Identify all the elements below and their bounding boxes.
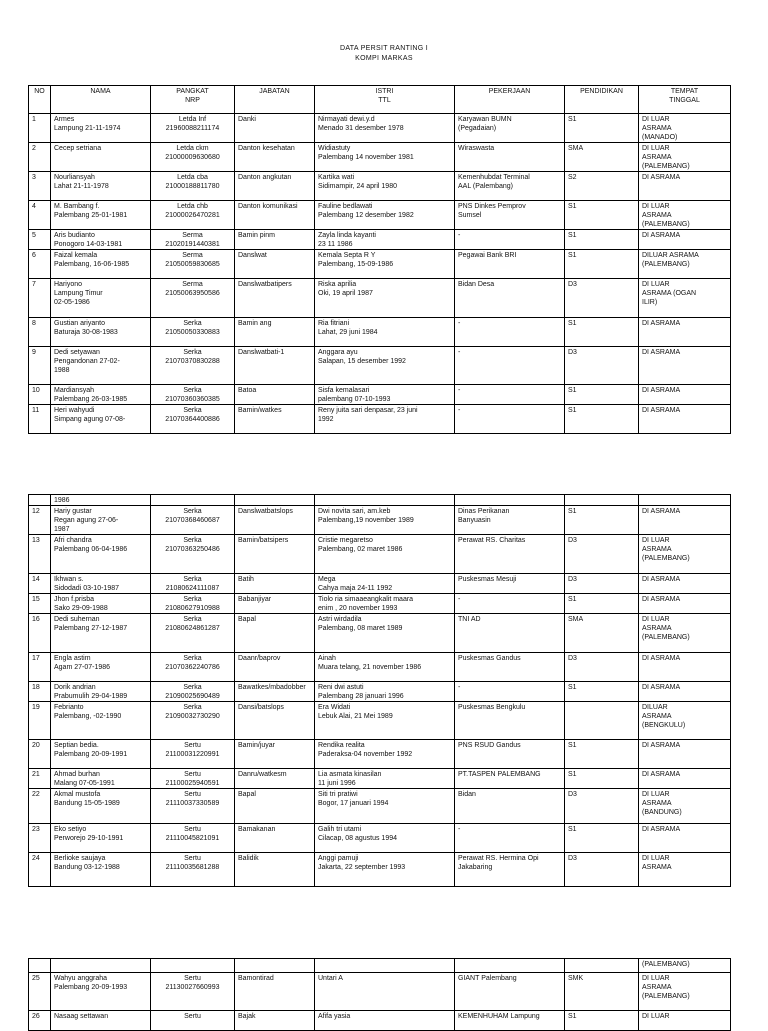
cell-istri: Anggi pamuji Jakarta, 22 september 1993 [315, 853, 455, 887]
cell-nama: Akmal mustofa Bandung 15-05-1989 [51, 789, 151, 824]
cell-pangkat: Serka 21090025690489 [151, 682, 235, 702]
cell-nama: Hariy gustar Regan agung 27-06- 1987 [51, 506, 151, 535]
cell-istri: Ainah Muara telang, 21 november 1986 [315, 653, 455, 682]
cell-no: 20 [29, 740, 51, 769]
cell-istri: Untari A [315, 973, 455, 1011]
cell-pangkat: Sertu 21110045821091 [151, 824, 235, 853]
cell-jabatan: Daanr/baprov [235, 653, 315, 682]
cell-pangkat: Serma 21050063950586 [151, 279, 235, 318]
cell-istri: Dwi novita sari, am.keb Palembang,19 november 1989 [315, 506, 455, 535]
cell-pendidikan: S1 [565, 250, 639, 279]
table-row [29, 853, 731, 887]
cell-tempat: DI ASRAMA [639, 506, 731, 535]
cell-istri: Siti tri pratiwi Bogor, 17 januari 1994 [315, 789, 455, 824]
cell-no: 19 [29, 702, 51, 740]
data-table-page-2 [28, 494, 731, 887]
cell-tempat: DI LUAR [639, 1011, 731, 1031]
cell-pendidikan: S1 [565, 740, 639, 769]
cell-jabatan: Bamin/batsipers [235, 535, 315, 574]
table-row [29, 250, 731, 279]
cell-pendidikan [565, 495, 639, 506]
table-row [29, 535, 731, 574]
cell-no: 12 [29, 506, 51, 535]
cell-tempat: DILUAR ASRAMA (BENGKULU) [639, 702, 731, 740]
cell-pangkat: Serma 21050059830685 [151, 250, 235, 279]
cell-nama: Armes Lampung 21-11-1974 [51, 114, 151, 143]
cell-nama: Wahyu anggraha Palembang 20-09-1993 [51, 973, 151, 1011]
cell-pangkat: Sertu 21130027660993 [151, 973, 235, 1011]
cell-pekerjaan: Wiraswasta [455, 143, 565, 172]
table-row [29, 506, 731, 535]
cell-jabatan: Bapal [235, 614, 315, 653]
cell-pekerjaan: PNS RSUD Gandus [455, 740, 565, 769]
cell-no: 10 [29, 385, 51, 405]
cell-nama: Engla astim Agam 27-07-1986 [51, 653, 151, 682]
cell-istri: Era Widati Lebuk Alai, 21 Mei 1989 [315, 702, 455, 740]
cell-pekerjaan [455, 495, 565, 506]
table-row [29, 1011, 731, 1031]
cell-tempat: DI LUAR ASRAMA (OGAN ILIR) [639, 279, 731, 318]
header-pekerjaan: PEKERJAAN [455, 86, 565, 114]
cell-pendidikan: SMA [565, 143, 639, 172]
cell-nama: Afri chandra Palembang 06-04-1986 [51, 535, 151, 574]
table-row [29, 614, 731, 653]
table-row [29, 172, 731, 201]
cell-pekerjaan: Perawat RS. Hermina Opi Jakabaring [455, 853, 565, 887]
cell-no: 1 [29, 114, 51, 143]
cell-pendidikan: D3 [565, 789, 639, 824]
cell-pangkat: Serka 21080624861287 [151, 614, 235, 653]
cell-no: 3 [29, 172, 51, 201]
cell-nama: Berlioke saujaya Bandung 03-12-1988 [51, 853, 151, 887]
cell-pangkat: Serma 21020191440381 [151, 230, 235, 250]
cell-nama: M. Bambang f. Palembang 25-01-1981 [51, 201, 151, 230]
cell-pangkat: Serka 21070360360385 [151, 385, 235, 405]
cell-no: 21 [29, 769, 51, 789]
cell-pangkat: Serka 21070362240786 [151, 653, 235, 682]
cell-jabatan: Danton kesehatan [235, 143, 315, 172]
cell-istri: Riska aprilia Oki, 19 april 1987 [315, 279, 455, 318]
cell-jabatan [235, 959, 315, 973]
cell-no: 8 [29, 318, 51, 347]
table-row [29, 789, 731, 824]
cell-nama: Aris budianto Ponogoro 14-03-1981 [51, 230, 151, 250]
table-row [29, 682, 731, 702]
cell-pendidikan: S1 [565, 385, 639, 405]
table-row [29, 973, 731, 1011]
cell-jabatan: Bawatkes/mbadobber [235, 682, 315, 702]
cell-nama: Ikhwan s. Sidodadi 03-10-1987 [51, 574, 151, 594]
cell-pekerjaan: - [455, 824, 565, 853]
cell-pendidikan: D3 [565, 535, 639, 574]
table-row [29, 347, 731, 385]
cell-no: 24 [29, 853, 51, 887]
table-row [29, 318, 731, 347]
cell-no: 23 [29, 824, 51, 853]
cell-pendidikan: S1 [565, 769, 639, 789]
cell-pendidikan: D3 [565, 574, 639, 594]
cell-istri: Zayla linda kayanti 23 11 1986 [315, 230, 455, 250]
table-row [29, 740, 731, 769]
cell-jabatan [235, 495, 315, 506]
cell-tempat [639, 495, 731, 506]
cell-pendidikan: S2 [565, 172, 639, 201]
cell-tempat: DI ASRAMA [639, 740, 731, 769]
cell-pekerjaan: KEMENHUHAM Lampung [455, 1011, 565, 1031]
table-row [29, 574, 731, 594]
table-row [29, 959, 731, 973]
cell-pekerjaan: - [455, 347, 565, 385]
cell-pendidikan: D3 [565, 853, 639, 887]
cell-tempat: DI LUAR ASRAMA (PALEMBANG) [639, 614, 731, 653]
cell-pangkat: Serka 21080627910988 [151, 594, 235, 614]
cell-jabatan: Danslwatbati-1 [235, 347, 315, 385]
cell-tempat: DI ASRAMA [639, 385, 731, 405]
cell-nama: 1986 [51, 495, 151, 506]
cell-istri: Sisfa kemalasari palembang 07-10-1993 [315, 385, 455, 405]
cell-pekerjaan [455, 959, 565, 973]
cell-pendidikan [565, 702, 639, 740]
table-row [29, 230, 731, 250]
cell-tempat: DI ASRAMA [639, 594, 731, 614]
cell-pekerjaan: - [455, 385, 565, 405]
table-row [29, 114, 731, 143]
cell-pendidikan: D3 [565, 279, 639, 318]
cell-pekerjaan: Bidan [455, 789, 565, 824]
cell-istri: Lia asmata kinasilan 11 juni 1996 [315, 769, 455, 789]
table-row [29, 385, 731, 405]
cell-pendidikan: S1 [565, 114, 639, 143]
cell-tempat: DI ASRAMA [639, 318, 731, 347]
cell-no [29, 495, 51, 506]
cell-jabatan: Bamin/watkes [235, 405, 315, 434]
cell-istri: Mega Cahya maja 24-11 1992 [315, 574, 455, 594]
data-table-page-1 [28, 85, 731, 434]
cell-nama: Mardiansyah Palembang 26-03-1985 [51, 385, 151, 405]
cell-nama: Gustian ariyanto Baturaja 30-08-1983 [51, 318, 151, 347]
cell-pendidikan: D3 [565, 347, 639, 385]
table-row [29, 702, 731, 740]
cell-istri: Kemala Septa R Y Palembang, 15-09-1986 [315, 250, 455, 279]
cell-istri: Afifa yasia [315, 1011, 455, 1031]
cell-pendidikan: S1 [565, 230, 639, 250]
cell-pangkat: Serka 21050050330883 [151, 318, 235, 347]
cell-istri [315, 495, 455, 506]
cell-no: 26 [29, 1011, 51, 1031]
cell-pangkat: Letda chb 21000026470281 [151, 201, 235, 230]
cell-pekerjaan: Puskesmas Bengkulu [455, 702, 565, 740]
cell-pangkat: Serka 21080624111087 [151, 574, 235, 594]
cell-pekerjaan: Kemenhubdat Terminal AAL (Palembang) [455, 172, 565, 201]
table-row [29, 653, 731, 682]
cell-jabatan: Danslwat [235, 250, 315, 279]
cell-tempat: DI ASRAMA [639, 347, 731, 385]
cell-nama: Cecep setriana [51, 143, 151, 172]
cell-istri: Anggara ayu Salapan, 15 desember 1992 [315, 347, 455, 385]
cell-pekerjaan: GIANT Palembang [455, 973, 565, 1011]
cell-istri: Cristie megaretso Palembang, 02 maret 1986 [315, 535, 455, 574]
cell-tempat: DI LUAR ASRAMA (PALEMBANG) [639, 973, 731, 1011]
cell-pangkat: Serka 21070363250486 [151, 535, 235, 574]
cell-jabatan: Dansi/batslops [235, 702, 315, 740]
cell-pendidikan: S1 [565, 682, 639, 702]
cell-pangkat: Sertu 21110037330589 [151, 789, 235, 824]
header-istri: ISTRI TTL [315, 86, 455, 114]
cell-tempat: DI ASRAMA [639, 172, 731, 201]
cell-tempat: DI LUAR ASRAMA (PALEMBANG) [639, 143, 731, 172]
cell-pangkat [151, 495, 235, 506]
cell-no: 16 [29, 614, 51, 653]
table-row [29, 495, 731, 506]
table-row [29, 594, 731, 614]
cell-jabatan: Bamontirad [235, 973, 315, 1011]
cell-tempat: DI LUAR ASRAMA (PALEMBANG) [639, 201, 731, 230]
cell-tempat: DI ASRAMA [639, 682, 731, 702]
cell-nama: Dedi suhernan Palembang 27-12-1987 [51, 614, 151, 653]
cell-nama: Nourliansyah Lahat 21-11-1978 [51, 172, 151, 201]
cell-istri: Astri wirdadila Palembang, 08 maret 1989 [315, 614, 455, 653]
cell-pekerjaan: - [455, 405, 565, 434]
cell-no: 14 [29, 574, 51, 594]
table-header-row [29, 86, 731, 114]
cell-pekerjaan: Dinas Perikanan Banyuasin [455, 506, 565, 535]
cell-nama: Eko setiyo Perworejo 29-10-1991 [51, 824, 151, 853]
cell-pangkat [151, 959, 235, 973]
cell-pekerjaan: TNI AD [455, 614, 565, 653]
table-row [29, 824, 731, 853]
cell-pekerjaan: PT.TASPEN PALEMBANG [455, 769, 565, 789]
cell-pangkat: Letda cba 21000188811780 [151, 172, 235, 201]
cell-pekerjaan: Puskesmas Gandus [455, 653, 565, 682]
cell-no: 25 [29, 973, 51, 1011]
cell-pangkat: Serka 21070364400886 [151, 405, 235, 434]
cell-tempat: DI LUAR ASRAMA [639, 853, 731, 887]
cell-pendidikan: S1 [565, 824, 639, 853]
cell-pangkat: Sertu 21100025940591 [151, 769, 235, 789]
header-tempat: TEMPAT TINGGAL [639, 86, 731, 114]
cell-jabatan: Danslwatbatslops [235, 506, 315, 535]
cell-pekerjaan: Pegawai Bank BRI [455, 250, 565, 279]
header-pangkat: PANGKAT NRP [151, 86, 235, 114]
table-row [29, 143, 731, 172]
cell-pendidikan [565, 959, 639, 973]
cell-jabatan: Danru/watkesm [235, 769, 315, 789]
cell-istri: Rendika realita Paderaksa-04 november 1992 [315, 740, 455, 769]
cell-no: 22 [29, 789, 51, 824]
cell-tempat: DI ASRAMA [639, 769, 731, 789]
cell-pangkat: Sertu 21100031220991 [151, 740, 235, 769]
cell-jabatan: Bamin pinm [235, 230, 315, 250]
cell-nama: Hariyono Lampung Timur 02-05-1986 [51, 279, 151, 318]
cell-pendidikan: S1 [565, 594, 639, 614]
cell-jabatan: Bajak [235, 1011, 315, 1031]
cell-nama [51, 959, 151, 973]
cell-nama: Faizal kemala Palembang, 16-06-1985 [51, 250, 151, 279]
cell-pendidikan: S1 [565, 506, 639, 535]
cell-pekerjaan: - [455, 682, 565, 702]
cell-no: 15 [29, 594, 51, 614]
cell-jabatan: Danton angkutan [235, 172, 315, 201]
table-row [29, 201, 731, 230]
header-no: NO [29, 86, 51, 114]
cell-istri: Ria fitriani Lahat, 29 juni 1984 [315, 318, 455, 347]
cell-no: 9 [29, 347, 51, 385]
cell-tempat: DI LUAR ASRAMA (BANDUNG) [639, 789, 731, 824]
cell-nama: Dorik andrian Prabumulih 29-04-1989 [51, 682, 151, 702]
cell-nama: Ahmad burhan Malang 07-05-1991 [51, 769, 151, 789]
cell-jabatan: Bamin/juyar [235, 740, 315, 769]
cell-jabatan: Bamin ang [235, 318, 315, 347]
title-line-2: KOMPI MARKAS [355, 55, 413, 62]
cell-istri: Fauline bedlawati Palembang 12 desember 1982 [315, 201, 455, 230]
cell-pendidikan: S1 [565, 318, 639, 347]
cell-jabatan: Danki [235, 114, 315, 143]
cell-tempat: DI ASRAMA [639, 574, 731, 594]
cell-istri: Nirmayati dewi.y.d Menado 31 desember 1978 [315, 114, 455, 143]
title-line-1: DATA PERSIT RANTING I [340, 45, 428, 52]
cell-tempat: DI ASRAMA [639, 405, 731, 434]
cell-jabatan: Balidik [235, 853, 315, 887]
cell-istri: Kartika wati Sidimampir, 24 april 1980 [315, 172, 455, 201]
cell-tempat: DI ASRAMA [639, 653, 731, 682]
cell-pekerjaan: Perawat RS. Charitas [455, 535, 565, 574]
cell-jabatan: Babanjiyar [235, 594, 315, 614]
cell-istri: Tiolo ria simaaeangkalit maara enim , 20 november 1993 [315, 594, 455, 614]
cell-pendidikan: D3 [565, 653, 639, 682]
cell-no: 18 [29, 682, 51, 702]
cell-no: 4 [29, 201, 51, 230]
cell-nama: Febrianto Palembang, -02-1990 [51, 702, 151, 740]
cell-tempat: DI ASRAMA [639, 230, 731, 250]
header-nama: NAMA [51, 86, 151, 114]
cell-pangkat: Letda Inf 21960088211174 [151, 114, 235, 143]
cell-no [29, 959, 51, 973]
cell-nama: Nasaag settawan [51, 1011, 151, 1031]
cell-no: 6 [29, 250, 51, 279]
table-row [29, 769, 731, 789]
cell-pekerjaan: Puskesmas Mesuji [455, 574, 565, 594]
cell-tempat: DI ASRAMA [639, 824, 731, 853]
cell-nama: Heri wahyudi Simpang agung 07-08- [51, 405, 151, 434]
cell-jabatan: Danslwatbatipers [235, 279, 315, 318]
cell-pekerjaan: Bidan Desa [455, 279, 565, 318]
cell-pendidikan: SMA [565, 614, 639, 653]
cell-istri: Widiastuty Palembang 14 november 1981 [315, 143, 455, 172]
cell-pangkat: Serka 21090032730290 [151, 702, 235, 740]
header-pendidikan: PENDIDIKAN [565, 86, 639, 114]
cell-pendidikan: S1 [565, 405, 639, 434]
cell-pangkat: Sertu 21110035681288 [151, 853, 235, 887]
cell-tempat: (PALEMBANG) [639, 959, 731, 973]
cell-tempat: DI LUAR ASRAMA (MANADO) [639, 114, 731, 143]
cell-tempat: DILUAR ASRAMA (PALEMBANG) [639, 250, 731, 279]
data-table-page-3 [28, 958, 731, 1031]
cell-nama: Jhon f.prisba Sako 29-09-1988 [51, 594, 151, 614]
cell-no: 11 [29, 405, 51, 434]
table-row [29, 405, 731, 434]
cell-no: 5 [29, 230, 51, 250]
cell-pekerjaan: - [455, 594, 565, 614]
cell-pendidikan: SMK [565, 973, 639, 1011]
cell-tempat: DI LUAR ASRAMA (PALEMBANG) [639, 535, 731, 574]
cell-no: 7 [29, 279, 51, 318]
cell-pekerjaan: PNS Dinkes Pemprov Sumsel [455, 201, 565, 230]
cell-no: 13 [29, 535, 51, 574]
cell-nama: Septian bedia. Palembang 20-09-1991 [51, 740, 151, 769]
cell-istri: Reni dwi astuti Palembang 28 januari 1996 [315, 682, 455, 702]
cell-pangkat: Letda ckm 21000009630680 [151, 143, 235, 172]
cell-pekerjaan: Karyawan BUMN (Pegadaian) [455, 114, 565, 143]
cell-pangkat: Serka 21070368460687 [151, 506, 235, 535]
cell-no: 2 [29, 143, 51, 172]
cell-istri: Galih tri utami Cilacap, 08 agustus 1994 [315, 824, 455, 853]
cell-jabatan: Bamakanan [235, 824, 315, 853]
cell-pekerjaan: - [455, 318, 565, 347]
cell-pendidikan: S1 [565, 201, 639, 230]
cell-pekerjaan: - [455, 230, 565, 250]
cell-istri [315, 959, 455, 973]
header-jabatan: JABATAN [235, 86, 315, 114]
cell-jabatan: Danton komunikasi [235, 201, 315, 230]
table-row [29, 279, 731, 318]
cell-no: 17 [29, 653, 51, 682]
cell-pangkat: Sertu [151, 1011, 235, 1031]
cell-jabatan: Bapal [235, 789, 315, 824]
cell-pangkat: Serka 21070370830288 [151, 347, 235, 385]
cell-nama: Dedi setyawan Pengandonan 27-02- 1988 [51, 347, 151, 385]
cell-pendidikan: S1 [565, 1011, 639, 1031]
cell-jabatan: Batih [235, 574, 315, 594]
cell-istri: Reny juita sari denpasar, 23 juni 1992 [315, 405, 455, 434]
cell-jabatan: Batoa [235, 385, 315, 405]
